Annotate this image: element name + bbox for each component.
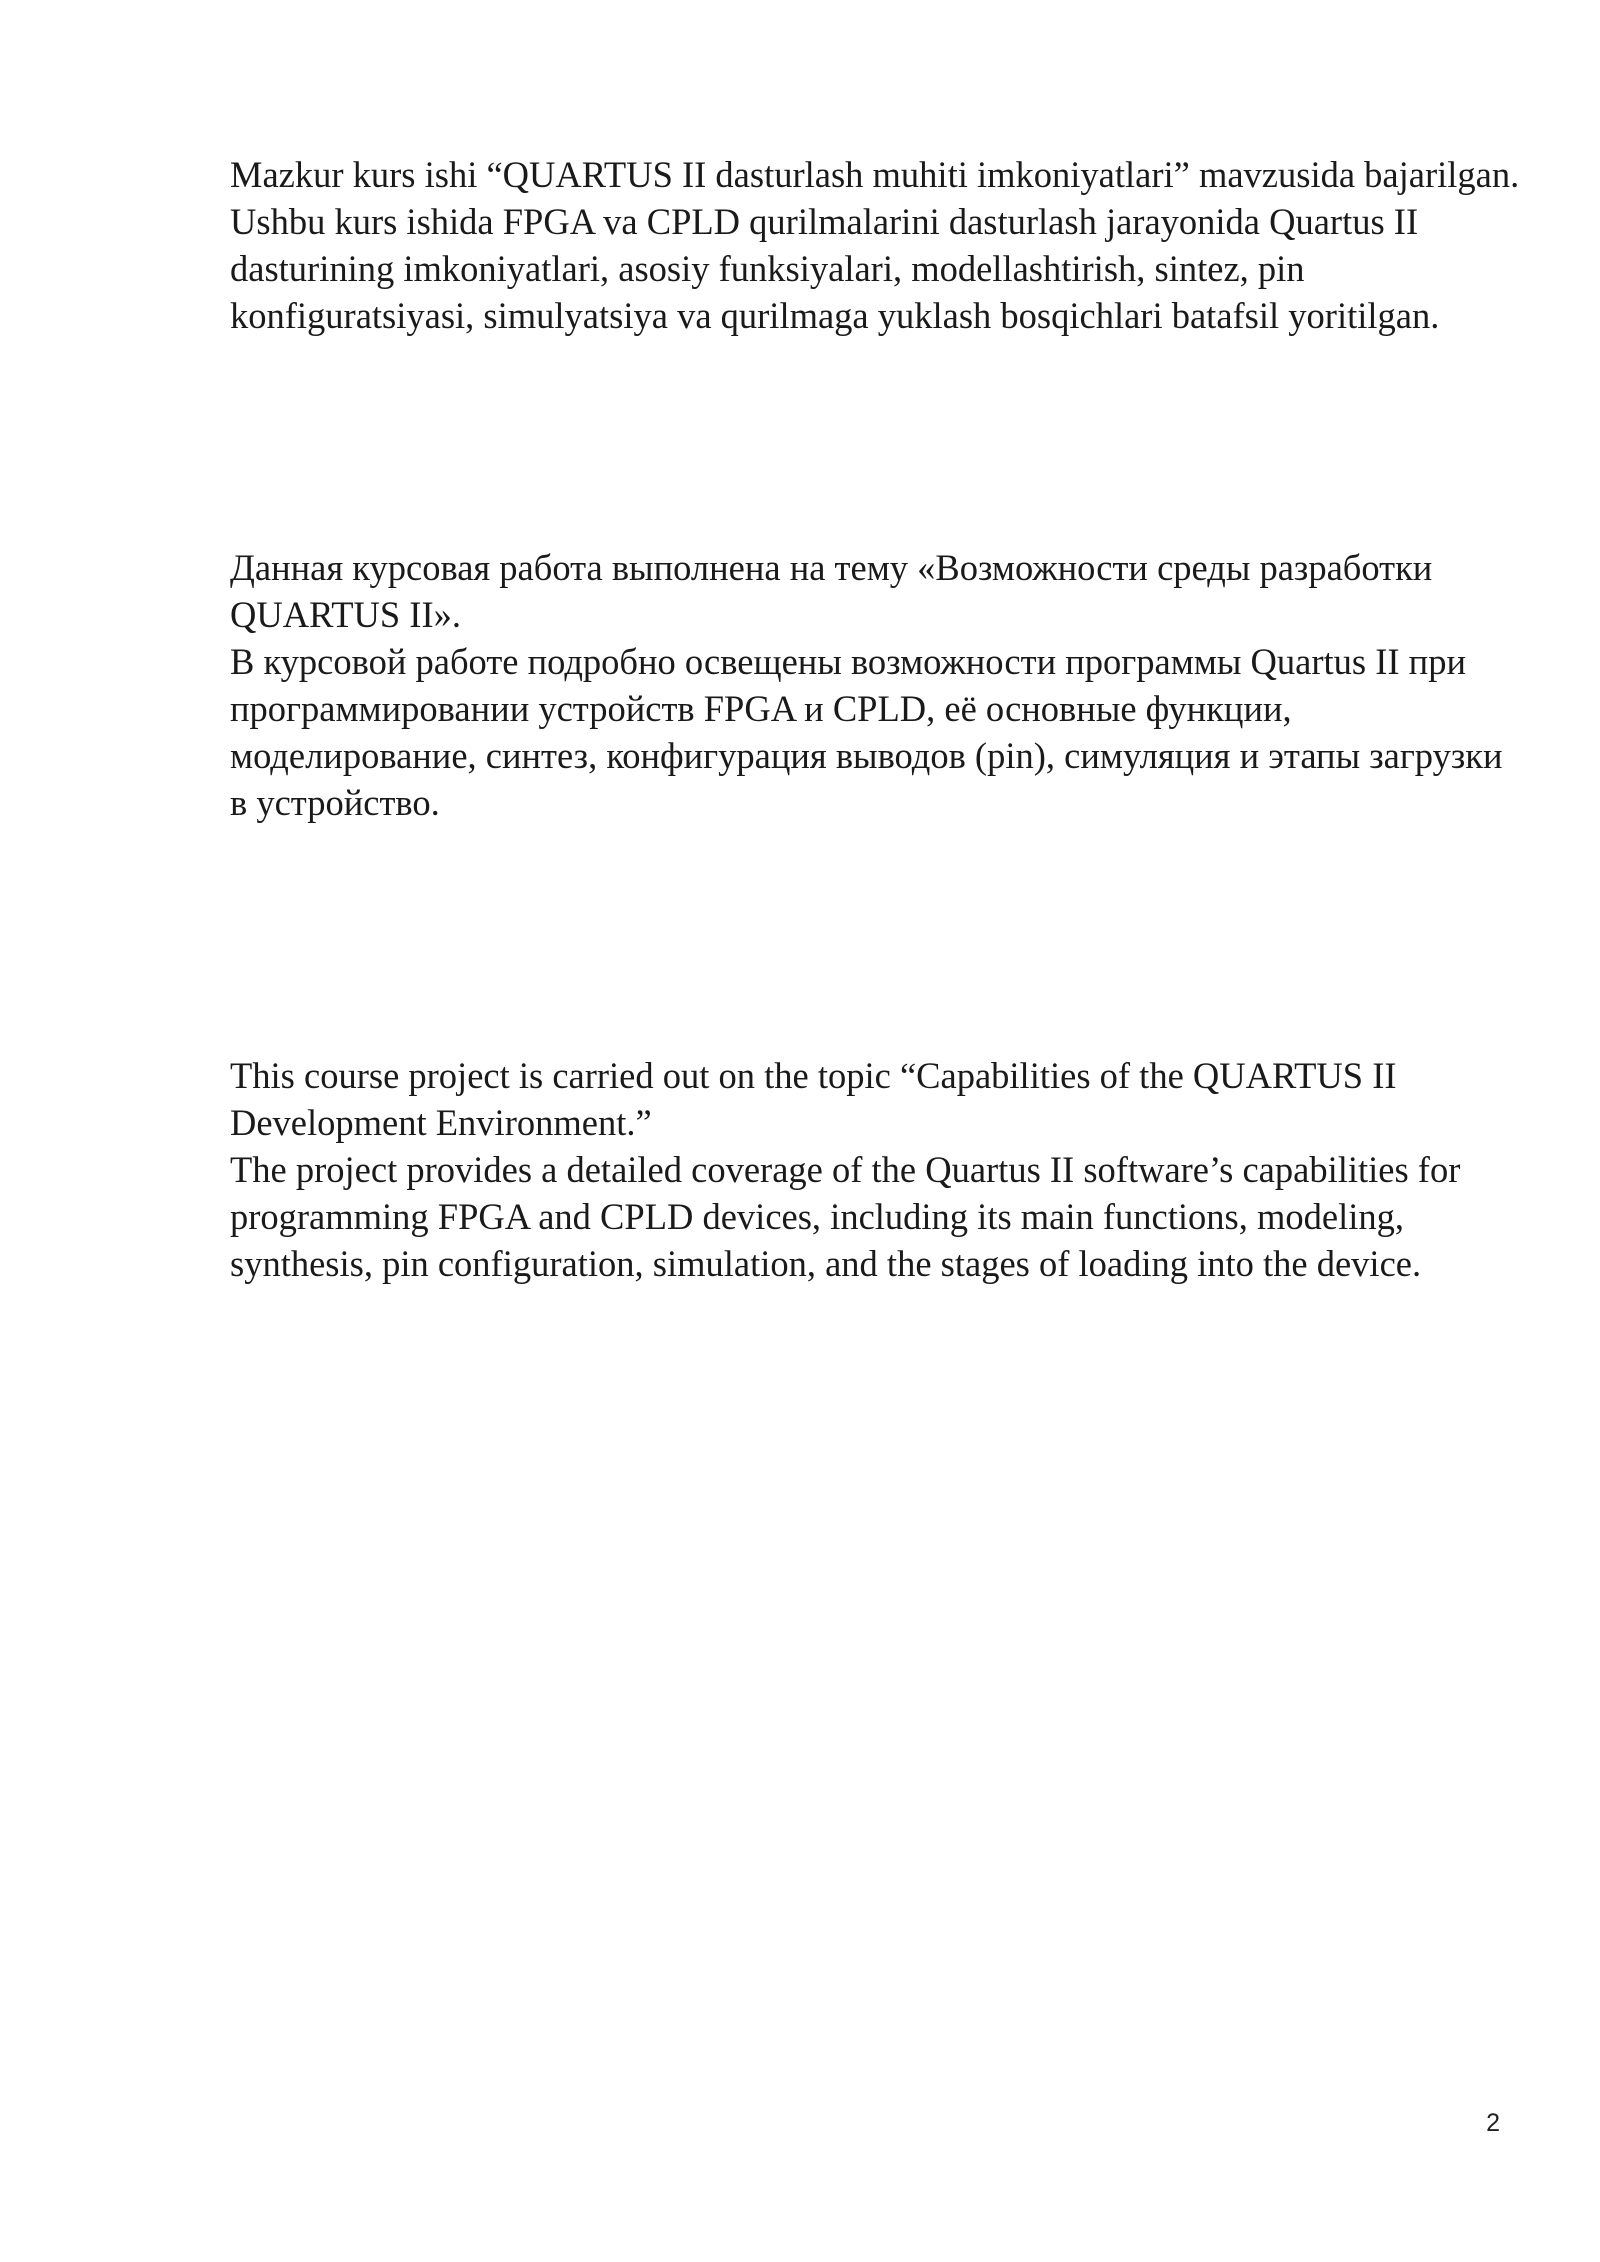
abstract-english: [230, 1052, 1520, 1287]
abstract-english-body: The project provides a detailed coverage of the Quartus II software’s capabilities for programming FPGA and CPLD devices, including its main functions, modeling, synthesis, pin configuration, simulation, and the stages of loading into the device.: [230, 1149, 1461, 1284]
abstract-russian-body: В курсовой работе подробно освещены возможности программы Quartus II при программировании устройств FPGA и CPLD, её основные функции, моделирование, синтез, конфигурация выводов (pin), симуляция и этапы загрузки в устройство.: [230, 641, 1503, 823]
abstract-russian: [230, 544, 1520, 826]
abstract-english-topic: This course project is carried out on the topic “Capabilities of the QUARTUS II Development Environment.”: [230, 1055, 1397, 1143]
abstract-uzbek-body: Ushbu kurs ishida FPGA va CPLD qurilmalarini dasturlash jarayonida Quartus II dasturining imkoniyatlari, asosiy funksiyalari, modellashtirish, sintez, pin konfiguratsiyasi, simulyatsiya va qurilmaga yuklash bosqichlari batafsil yoritilgan.: [230, 201, 1440, 336]
abstract-uzbek-topic: Mazkur kurs ishi “QUARTUS II dasturlash muhiti imkoniyatlari” mavzusida bajarilgan.: [230, 154, 1520, 195]
abstract-uzbek: [230, 151, 1520, 339]
page-number: 2: [1486, 2109, 1500, 2137]
abstract-russian-topic: Данная курсовая работа выполнена на тему «Возможности среды разработки QUARTUS II».: [230, 547, 1433, 635]
